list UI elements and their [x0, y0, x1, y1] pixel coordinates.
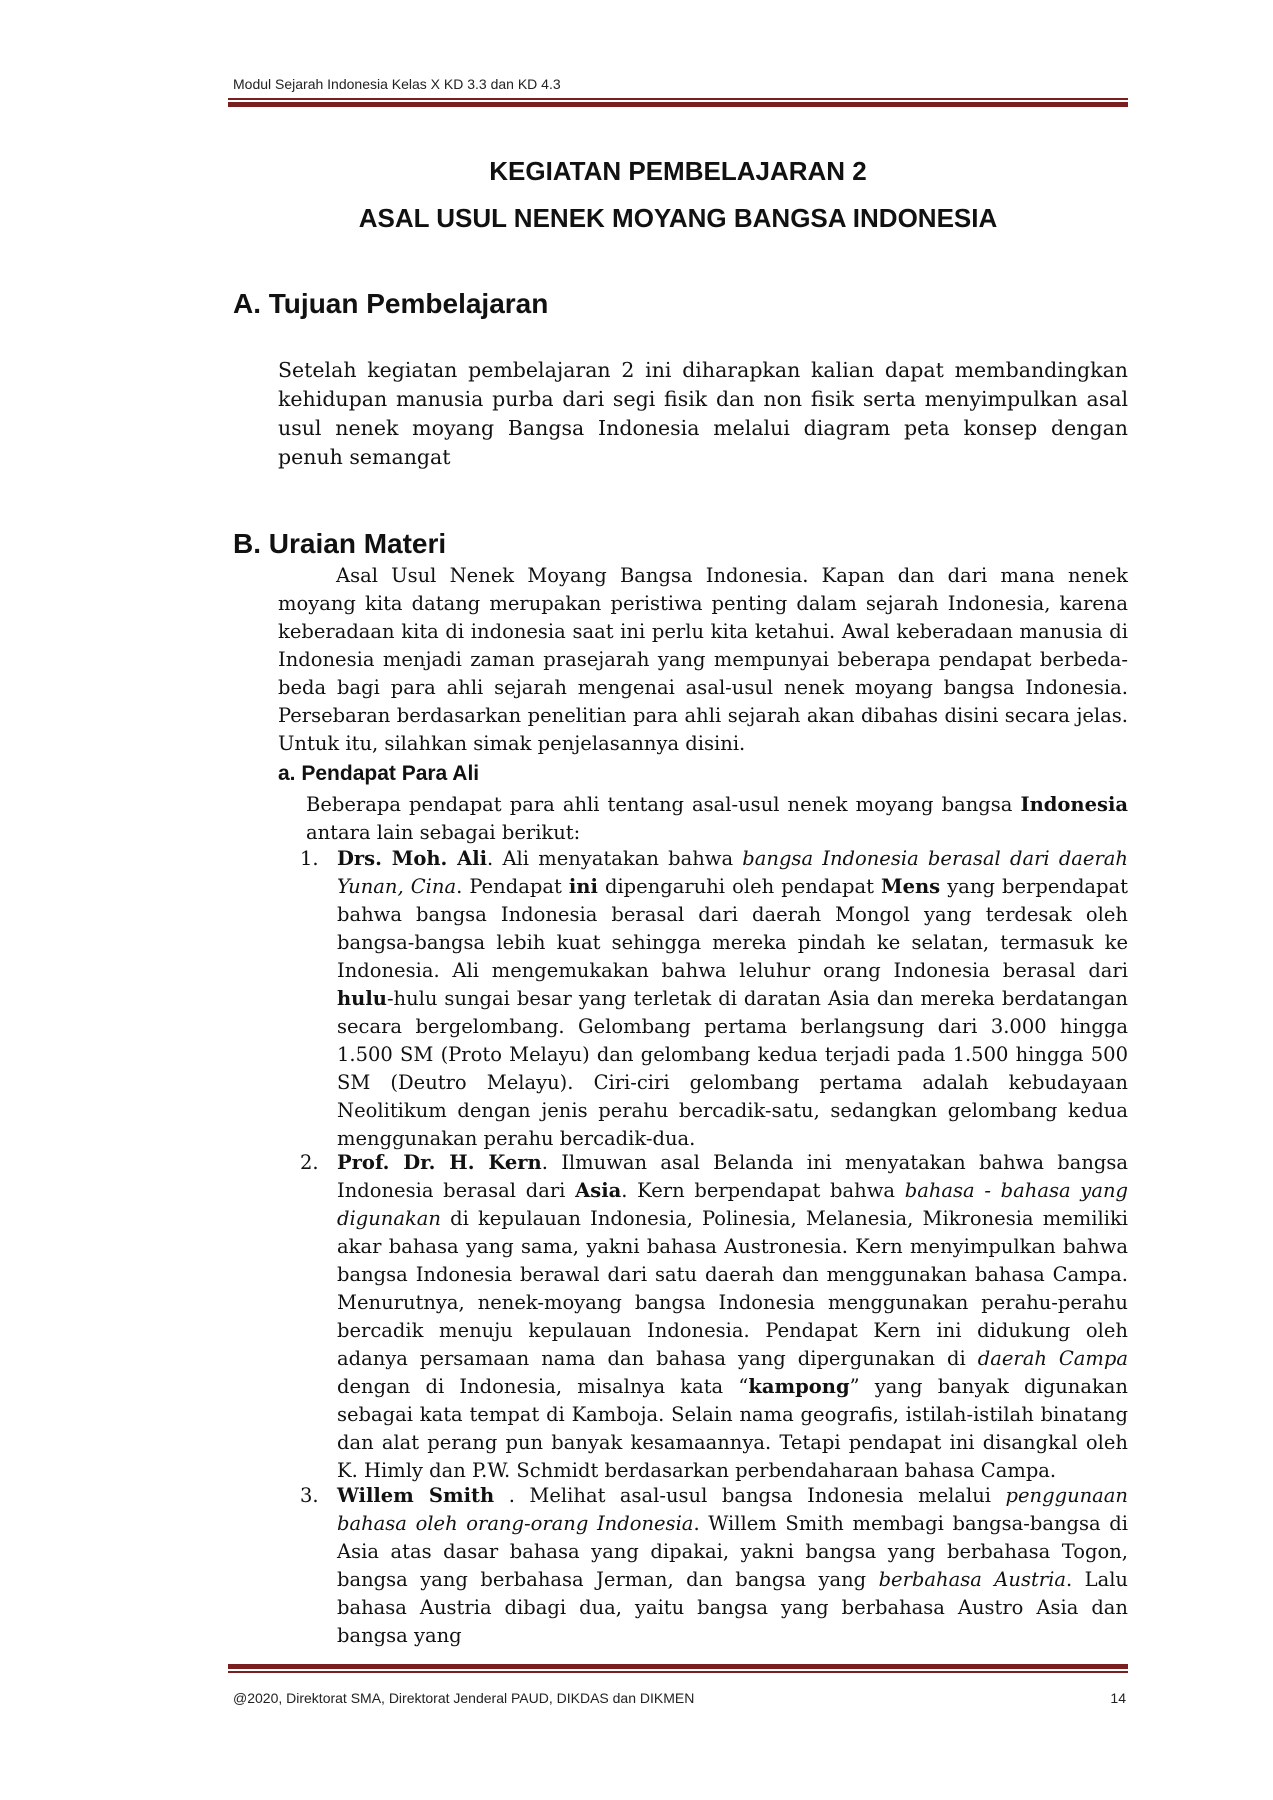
section-b-intro: Asal Usul Nenek Moyang Bangsa Indonesia. Kapan dan dari mana nenek moyang kita datang merupakan peristiwa penting dalam sejarah Indonesia, karena keberadaan kita di indonesia saat ini perlu kita ketahui. Awal keberadaan manusia di Indonesia menjadi zaman prasejarah yang mempunyai beberapa pendapat berbeda-beda bagi para ahli sejarah mengenai asal-usul nenek moyang bangsa Indonesia. Persebaran berdasarkan penelitian para ahli sejarah akan dibahas disini secara jelas. Untuk itu, silahkan simak penjelasannya disini. [278, 564, 1128, 755]
list-number: 1. [300, 847, 319, 870]
footer-credit: @2020, Direktorat SMA, Direktorat Jenderal PAUD, DIKDAS dan DIKMEN [233, 1690, 695, 1706]
running-header: Modul Sejarah Indonesia Kelas X KD 3.3 dan KD 4.3 [233, 76, 561, 92]
text-run: . Pendapat [456, 875, 569, 898]
header-rule-thick [228, 102, 1128, 107]
list-item-smith [337, 1482, 1128, 1650]
text-run: . Kern berpendapat bahwa [621, 1179, 905, 1202]
italic-phrase: berbahasa Austria [878, 1568, 1066, 1591]
footer-rule-thick [228, 1664, 1128, 1669]
bold-term: Drs. Moh. Ali [337, 847, 488, 870]
header-rule-thin [228, 98, 1128, 100]
bold-term: Mens [881, 875, 941, 898]
section-a-heading: A. Tujuan Pembelajaran [233, 288, 549, 319]
sub-intro-bold: Indonesia [1020, 793, 1128, 816]
footer-rule-thin [228, 1671, 1128, 1673]
bold-term: Prof. Dr. H. Kern [337, 1151, 542, 1174]
italic-phrase: daerah Campa [977, 1347, 1129, 1370]
text-run: . Ilmuwan asal Belanda ini menyatakan bahwa bangsa Indonesia berasal dari [337, 1151, 1128, 1202]
sub-intro [306, 791, 1128, 847]
text-run: -hulu sungai besar yang terletak di daratan Asia dan mereka berdatangan secara bergelombang. Gelombang pertama berlangsung dari 3.000 hingga 1.500 SM (Proto Melayu) dan gelombang kedua terjadi pada 1.500 hingga 500 SM (Deutro Melayu). Ciri-ciri gelombang pertama adalah kebudayaan Neolitikum dengan jenis perahu bercadik-satu, sedangkan gelombang kedua menggunakan perahu bercadik-dua. [337, 987, 1128, 1150]
bold-term: Willem Smith [337, 1484, 495, 1507]
bold-term: hulu [337, 987, 387, 1010]
text-run: yang berpendapat bahwa bangsa Indonesia berasal dari daerah Mongol yang terdesak oleh bangsa-bangsa lebih kuat sehingga mereka pindah ke selatan, termasuk ke Indonesia. Ali mengemukakan bahwa leluhur orang Indonesia berasal dari [337, 875, 1129, 982]
text-run: dipengaruhi oleh pendapat [597, 875, 882, 898]
italic-phrase: bangsa Indonesia berasal dari daerah Yunan, Cina [337, 847, 1128, 898]
text-run: . Lalu bahasa Austria dibagi dua, yaitu bangsa yang berbahasa Austro Asia dan bangsa yang [337, 1568, 1128, 1647]
activity-title: KEGIATAN PEMBELAJARAN 2 [489, 156, 867, 186]
text-run: . Willem Smith membagi bangsa-bangsa di Asia atas dasar bahasa yang dipakai, yakni bangsa yang berbahasa Togon, bangsa yang berbahasa Jerman, dan bangsa yang [337, 1512, 1128, 1591]
sub-intro-text: Beberapa pendapat para ahli tentang asal-usul nenek moyang bangsa [306, 793, 1021, 816]
list-item-kern [337, 1149, 1128, 1485]
italic-phrase: bahasa - bahasa yang digunakan [337, 1179, 1128, 1230]
bold-term: ini [568, 875, 598, 898]
list-number: 2. [300, 1151, 319, 1174]
bold-term: kampong [748, 1375, 850, 1398]
text-run: . Melihat asal-usul bangsa Indonesia melalui [494, 1484, 1006, 1507]
text-run: dengan di Indonesia, misalnya kata “ [337, 1375, 749, 1398]
list-number: 3. [300, 1484, 319, 1507]
italic-phrase: penggunaan bahasa oleh orang-orang Indonesia [337, 1484, 1128, 1535]
text-run: di kepulauan Indonesia, Polinesia, Melanesia, Mikronesia memiliki akar bahasa yang sama, yakni bahasa Austronesia. Kern menyimpulkan bahwa bangsa Indonesia berawal dari satu daerah dan menggunakan bahasa Campa. Menurutnya, nenek-moyang bangsa Indonesia menggunakan perahu-perahu bercadik menuju kepulauan Indonesia. Pendapat Kern ini didukung oleh adanya persamaan nama dan bahasa yang dipergunakan di [337, 1207, 1128, 1370]
text-run: . Ali menyatakan bahwa [487, 847, 743, 870]
section-a-body: Setelah kegiatan pembelajaran 2 ini diharapkan kalian dapat membandingkan kehidupan manusia purba dari segi fisik dan non fisik serta menyimpulkan asal usul nenek moyang Bangsa Indonesia melalui diagram peta konsep dengan penuh semangat [278, 358, 1128, 469]
chapter-title: ASAL USUL NENEK MOYANG BANGSA INDONESIA [358, 203, 998, 233]
bold-term: Asia [575, 1179, 622, 1202]
text-run: ” yang banyak digunakan sebagai kata tempat di Kamboja. Selain nama geografis, istilah-istilah binatang dan alat perang pun banyak kesamaannya. Tetapi pendapat ini disangkal oleh K. Himly dan P.W. Schmidt berdasarkan perbendaharaan bahasa Campa. [337, 1375, 1128, 1482]
list-item-ali [337, 845, 1128, 1153]
sub-heading-pendapat: a. Pendapat Para Ali [278, 762, 480, 785]
page-number: 14 [1110, 1690, 1126, 1706]
section-b-heading: B. Uraian Materi [233, 528, 447, 559]
sub-intro-text-end: antara lain sebagai berikut: [306, 821, 581, 844]
